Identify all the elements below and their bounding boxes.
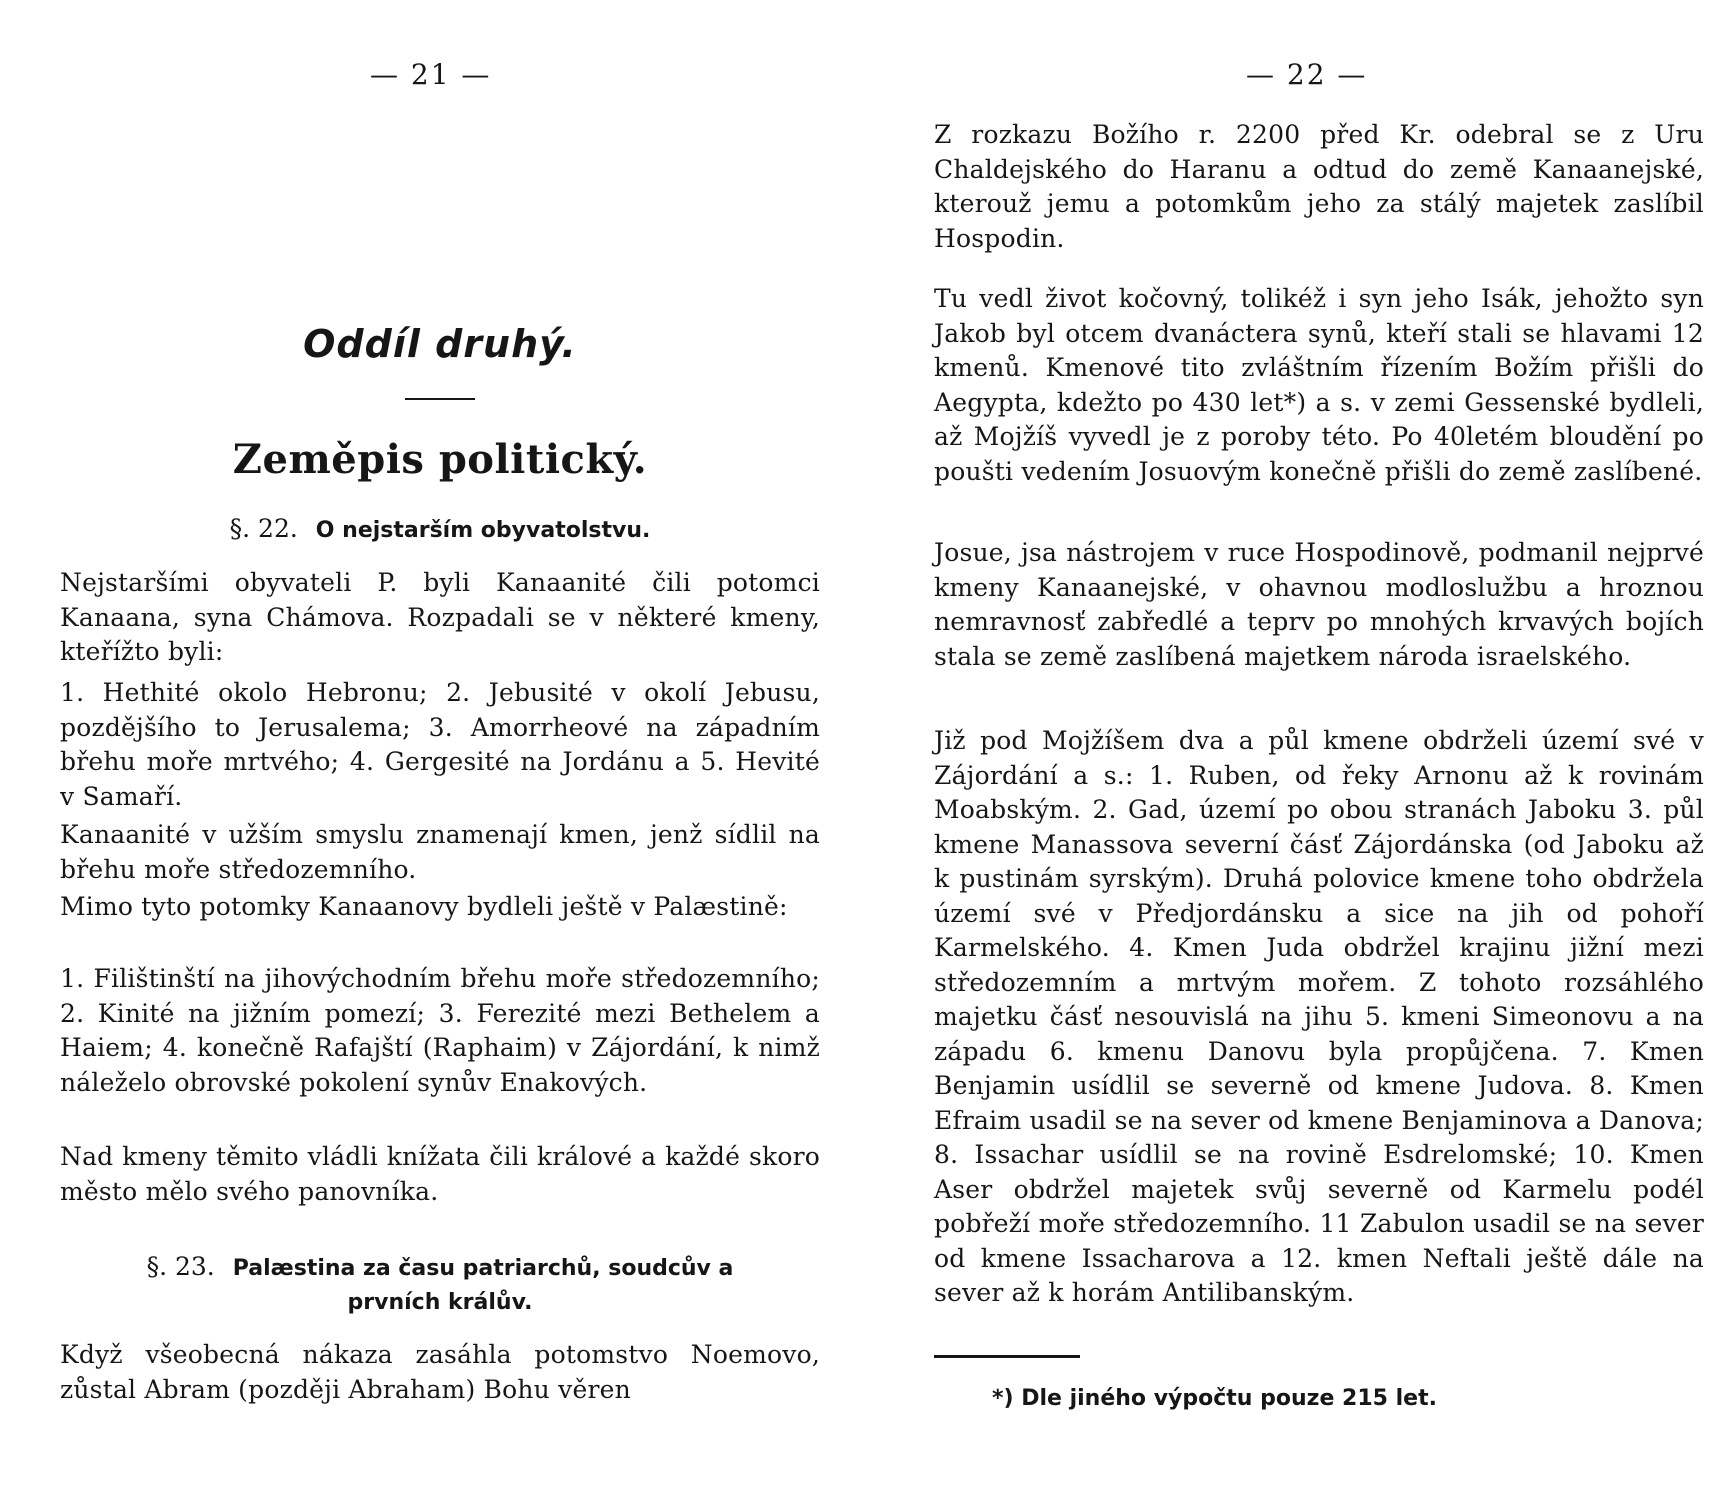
section-title-text: O nejstarším obyvatolstvu.	[315, 518, 651, 543]
paragraph	[60, 566, 820, 670]
paragraph	[934, 118, 1704, 256]
footnote: *) Dle jiného výpočtu pouze 215 let.	[992, 1386, 1437, 1411]
paragraph	[60, 676, 820, 814]
paragraph-text: Nad kmeny těmito vládli knížata čili králové a každé skoro město mělo svého panovníka.	[60, 1142, 820, 1206]
paragraph-text: 1. Filištinští na jihovýchodním břehu moře středozemního; 2. Kinité na jižním pomezí; 3. Ferezité mezi Bethelem a Haiem; 4. konečně Rafajští (Raphaim) v Zájordání, k nimž náleželo obrovské pokolení synův Enakových.	[60, 964, 820, 1097]
paragraph-text: Již pod Mojžíšem dva a půl kmene obdrželi území své v Zájordání a s.: 1. Ruben, od řeky Arnonu až k rovinám Moabským. 2. Gad, území po obou stranách Jaboku 3. půl kmene Manassova severní čásť Zájordánska (od Jaboku až k pustinám syrským). Druhá polovice kmene toho obdržela území své v Předjordánsku a sice na jih od pohoří Karmelského. 4. Kmen Juda obdržel krajinu jižní mezi středozemním a mrtvým mořem. Z tohoto rozsáhlého majetku čásť nesouvislá na jihu 5. kmeni Simeonovu a na západu 6. kmenu Danovu byla propůjčena. 7. Kmen Benjamin usídlil se severně od kmene Judova. 8. Kmen Efraim usadil se na sever od kmene Benjaminova a Danova; 8. Issachar usídlil se na rovině Esdrelomské; 10. Kmen Aser obdržel majetek svůj severně od Karmelu podél pobřeží moře středozemního. 11 Zabulon usadil se na sever od kmene Issacharova a 12. kmen Neftali ještě dále na sever až k horám Antilibanským.	[934, 726, 1704, 1307]
paragraph	[60, 962, 820, 1100]
paragraph	[934, 536, 1704, 674]
paragraph	[60, 890, 820, 925]
footnote-rule	[934, 1355, 1080, 1358]
section-number: §. 23.	[146, 1252, 215, 1281]
chapter-title: Zeměpis politický.	[232, 436, 648, 483]
paragraph-text: Z rozkazu Božího r. 2200 před Kr. odebral se z Uru Chaldejského do Haranu a odtud do země Kanaanejské, kterouž jemu a potomkům jeho za stálý majetek zaslíbil Hospodin.	[934, 120, 1704, 253]
section-title: Oddíl druhý.	[303, 322, 577, 366]
paragraph	[60, 818, 820, 887]
paragraph	[60, 1338, 820, 1407]
paragraph-text: Kanaanité v užším smyslu znamenají kmen, jenž sídlil na břehu moře středozemního.	[60, 820, 820, 884]
title-divider	[405, 398, 475, 400]
paragraph-text: Když všeobecná nákaza zasáhla potomstvo Noemovo, zůstal Abram (později Abraham) Bohu věren	[60, 1340, 820, 1404]
paragraph-text: Mimo tyto potomky Kanaanovy bydleli ještě v Palæstině:	[60, 892, 788, 921]
paragraph-text: Josue, jsa nástrojem v ruce Hospodinově, podmanil nejprvé kmeny Kanaanejské, v ohavnou modloslužbu a hroznou nemravnosť zabředlé a teprv po mnohých krvavých bojích stala se země zaslíbená majetkem národa israelského.	[934, 538, 1704, 671]
section-title-line-2: prvních králův.	[347, 1290, 533, 1315]
section-number: §. 22.	[229, 514, 298, 543]
paragraph-text: Tu vedl život kočovný, tolikéž i syn jeho Isák, jehožto syn Jakob byl otcem dvanáctera synů, kteří stali se hlavami 12 kmenů. Kmenové tito zvláštním řízením Božím přišli do Aegypta, kdežto po 430 let*) a s. v zemi Gessenské bydleli, až Mojžíš vyvedl je z poroby této. Po 40letém bloudění po poušti vedením Josuovým konečně přišli do země zaslíbené.	[934, 284, 1704, 486]
section-22-heading	[60, 512, 820, 548]
paragraph	[60, 1140, 820, 1209]
paragraph	[934, 282, 1704, 489]
paragraph	[934, 724, 1704, 1311]
page-number: — 21 —	[370, 58, 492, 91]
right-page	[866, 0, 1732, 1500]
paragraph-text: 1. Hethité okolo Hebronu; 2. Jebusité v okolí Jebusu, pozdějšího to Jerusalema; 3. Amorrheové na západním břehu moře mrtvého; 4. Gergesité na Jordánu a 5. Hevité v Samaří.	[60, 678, 820, 811]
paragraph-text: Nejstaršími obyvateli P. byli Kanaanité čili potomci Kanaana, syna Chámova. Rozpadali se v některé kmeny, kteřížto byli:	[60, 568, 820, 666]
section-title-line-1: Palæstina za času patriarchů, soudcův a	[232, 1256, 734, 1281]
section-23-heading	[60, 1250, 820, 1320]
page-number: — 22 —	[1246, 58, 1368, 91]
